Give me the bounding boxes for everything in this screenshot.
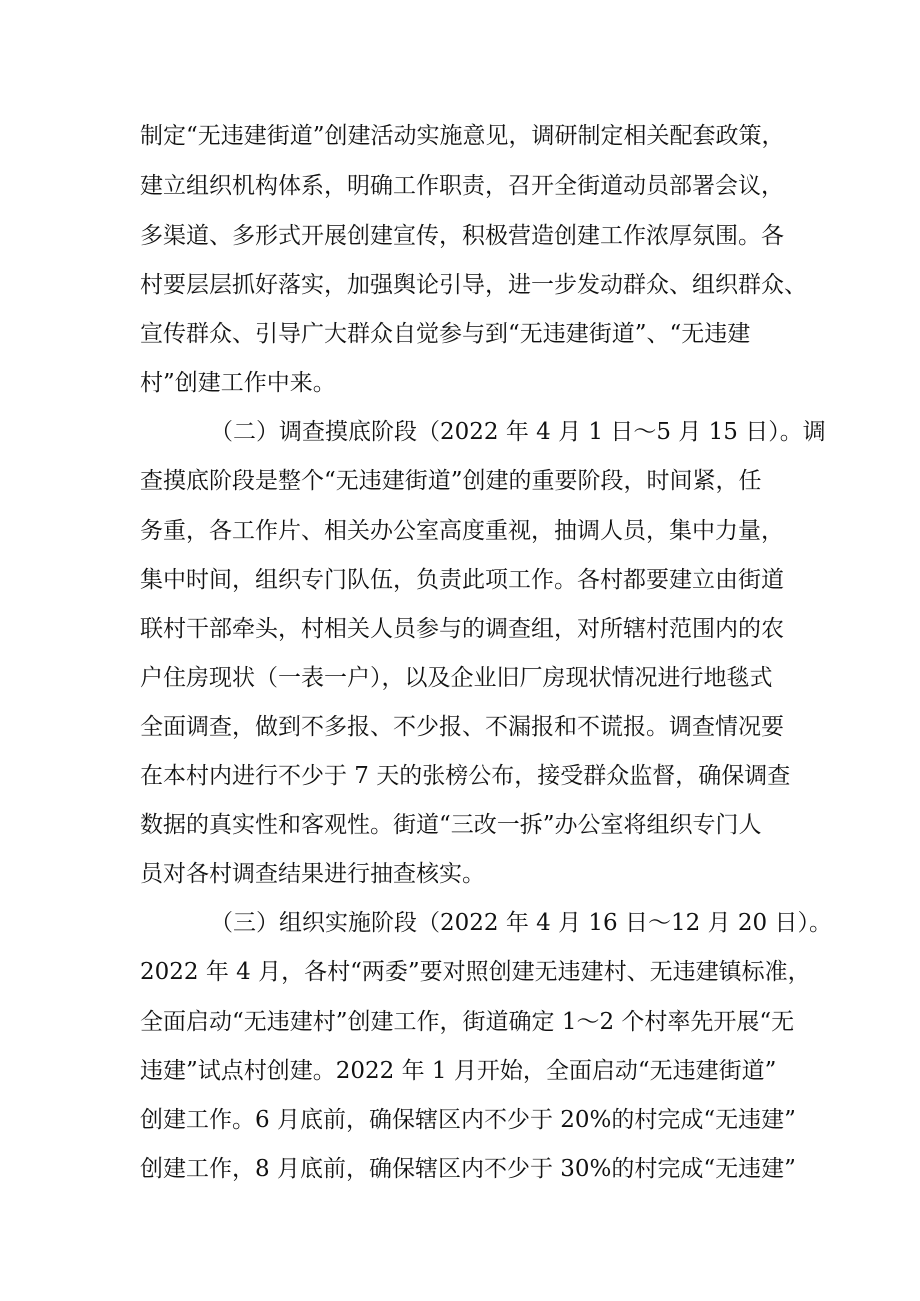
text-line-14: 在本村内进行不少于 7 天的张榜公布，接受群众监督，确保调查 (140, 763, 791, 789)
text-line-21: 创建工作。6 月底前，确保辖区内不少于 20%的村完成“无违建” (140, 1107, 796, 1133)
text-line-13: 全面调查，做到不多报、不少报、不漏报和不谎报。调查情况要 (140, 714, 784, 740)
text-line-22: 创建工作，8 月底前，确保辖区内不少于 30%的村完成“无违建” (140, 1156, 796, 1182)
section-heading-implementation: （三）组织实施阶段（2022 年 4 月 16 日～12 月 20 日）。 (210, 910, 832, 936)
text-line-12: 户住房现状（一表一户），以及企业旧厂房现状情况进行地毯式 (140, 665, 773, 691)
text-line-6: 村”创建工作中来。 (140, 370, 336, 396)
text-line-18: 2022 年 4 月，各村“两委”要对照创建无违建村、无违建镇标准， (140, 959, 811, 985)
text-line-8: 查摸底阶段是整个“无违建街道”创建的重要阶段，时间紧，任 (140, 468, 762, 494)
text-line-4: 村要层层抓好落实，加强舆论引导，进一步发动群众、组织群众、 (140, 272, 807, 298)
text-line-5: 宣传群众、引导广大群众自觉参与到“无违建街道”、“无违建 (140, 321, 751, 347)
section-heading-investigation: （二）调查摸底阶段（2022 年 4 月 1 日～5 月 15 日）。调 (210, 419, 826, 445)
text-line-15: 数据的真实性和客观性。街道“三改一拆”办公室将组织专门人 (140, 812, 762, 838)
text-line-1: 制定“无违建街道”创建活动实施意见，调研制定相关配套政策， (140, 123, 785, 149)
text-line-11: 联村干部牵头，村相关人员参与的调查组，对所辖村范围内的农 (140, 616, 784, 642)
text-line-20: 违建”试点村创建。2022 年 1 月开始，全面启动“无违建街道” (140, 1058, 777, 1084)
text-line-9: 务重，各工作片、相关办公室高度重视，抽调人员，集中力量， (140, 518, 784, 544)
text-line-3: 多渠道、多形式开展创建宣传，积极营造创建工作浓厚氛围。各 (140, 223, 784, 249)
text-line-16: 员对各村调查结果进行抽查核实。 (140, 861, 485, 887)
text-line-2: 建立组织机构体系，明确工作职责，召开全街道动员部署会议， (140, 173, 784, 199)
text-line-19: 全面启动“无违建村”创建工作，街道确定 1～2 个村率先开展“无 (140, 1009, 795, 1035)
text-line-10: 集中时间，组织专门队伍，负责此项工作。各村都要建立由街道 (140, 567, 784, 593)
